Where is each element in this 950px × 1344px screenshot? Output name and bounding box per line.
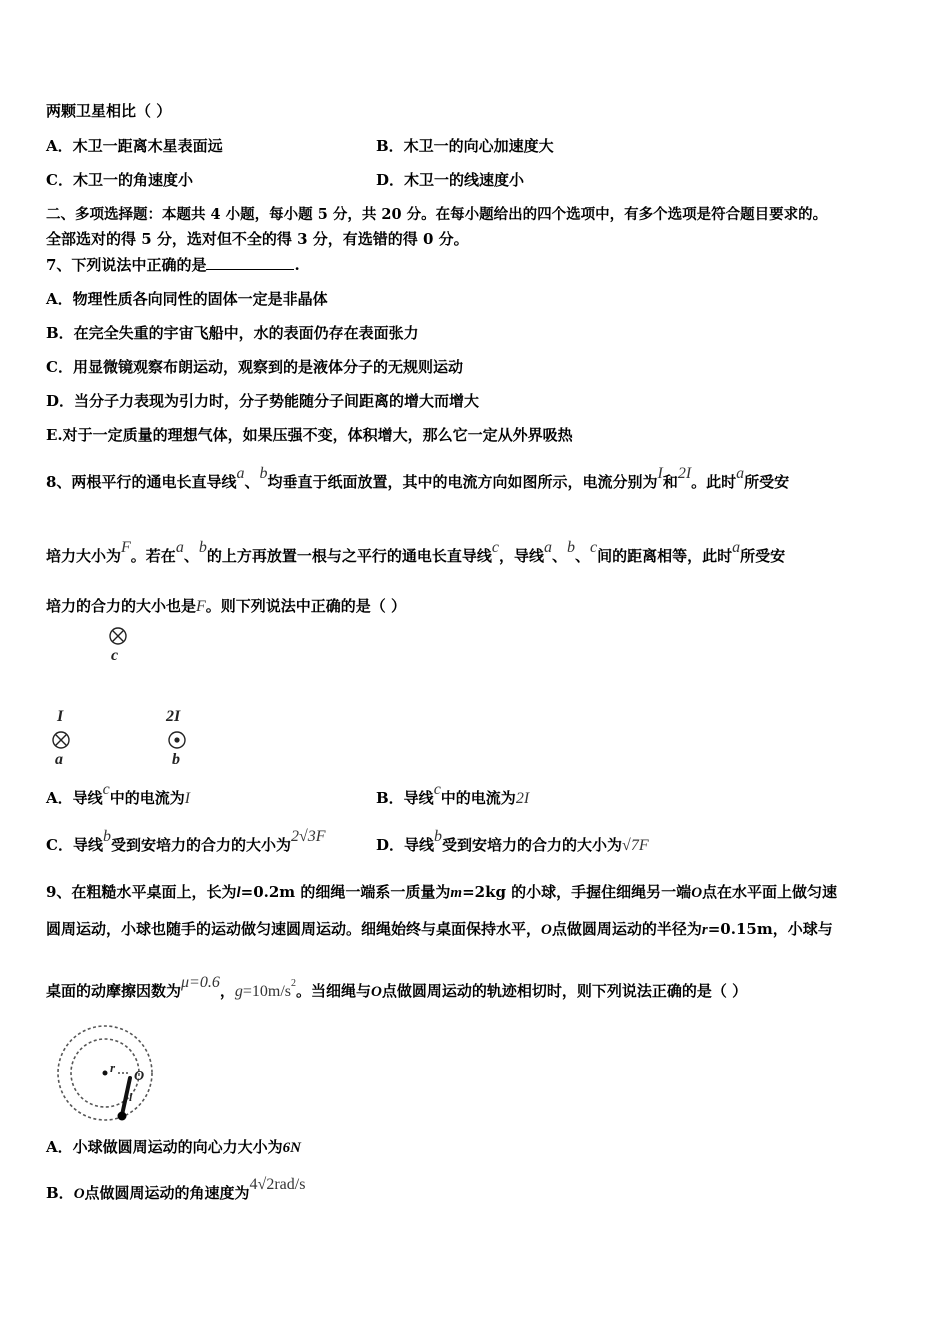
prev-option-c: C．木卫一的角速度小 <box>46 171 193 189</box>
wire-a-current-label: I <box>57 708 64 725</box>
q8-text: 受到安培力的合力的大小为 <box>442 836 623 854</box>
q8-text: 、 <box>574 547 590 565</box>
q8-text: A．导线 <box>46 789 103 807</box>
q9-var-g: g <box>234 983 243 1000</box>
q8-expr: √7F <box>622 837 649 854</box>
q8-text: C．导线 <box>46 836 103 854</box>
q7-option-d: D．当分子力表现为引力时，分子势能随分子间距离的增大而增大 <box>46 392 480 410</box>
q8-option-b <box>376 781 530 809</box>
q8-stem-line3 <box>46 596 406 617</box>
q8-text: ，导线 <box>498 547 544 565</box>
q8-text: 、 <box>183 547 199 565</box>
q7-stem <box>46 255 300 275</box>
q9-text: 圆周运动，小球也随手的运动做匀速圆周运动。细绳始终与桌面保持水平， <box>46 920 542 938</box>
q8-var-a: a <box>543 539 552 556</box>
ball <box>118 1112 127 1121</box>
q8-var-b: b <box>198 539 207 556</box>
q8-var-2i: 2I <box>677 465 692 482</box>
q7-stem-text: 7、下列说法中正确的是 <box>46 256 207 274</box>
q8-var-c: c <box>102 781 110 798</box>
q9-text: B． <box>46 1184 74 1202</box>
q9-text: ， <box>219 982 235 1000</box>
q9-text: =0.2m 的细绳一端系一质量为 <box>240 883 451 901</box>
q7-answer-blank <box>206 255 294 270</box>
q9-option-a <box>46 1137 301 1158</box>
wire-a-label: a <box>55 751 63 768</box>
wire-c-label: c <box>111 647 119 664</box>
q9-omega-value: 4√2rad/s <box>249 1176 306 1193</box>
q8-text: 中的电流为 <box>109 789 185 807</box>
q9-text: 点做圆周运动的角速度为 <box>84 1184 250 1202</box>
q9-text: 。当细绳与 <box>296 982 372 1000</box>
q8-var-b: b <box>102 828 111 845</box>
q7-option-e: E.对于一定质量的理想气体，如果压强不变，体积增大，那么它一定从外界吸热 <box>46 426 573 444</box>
q9-var-r: r <box>701 922 708 938</box>
wire-b-label: b <box>172 751 180 768</box>
point-o-label: O <box>134 1069 145 1084</box>
q9-mu-value: μ=0.6 <box>181 974 220 991</box>
q9-var-m: m <box>450 885 463 901</box>
q9-text: A．小球做圆周运动的向心力大小为 <box>46 1138 283 1156</box>
radius-label: r <box>110 1060 116 1075</box>
section2-rules: 全部选对的得 5 分，选对但不全的得 3 分，有选错的得 0 分。 <box>46 230 469 248</box>
q8-text: 培力的合力的大小也是 <box>46 597 197 615</box>
prev-option-b: B．木卫一的向心加速度大 <box>376 137 554 155</box>
q8-text: 。则下列说法中正确的是（ ） <box>205 597 407 615</box>
wire-b-out-of-page-icon <box>169 732 185 748</box>
q8-option-d <box>376 828 649 856</box>
q8-text: 8、两根平行的通电长直导线 <box>46 473 237 491</box>
q9-circular-motion-diagram <box>50 1022 160 1126</box>
q8-text: 中的电流为 <box>440 789 516 807</box>
q9-stem-line2 <box>46 919 833 940</box>
q8-var-a: a <box>236 465 245 482</box>
q8-var-2i: 2I <box>515 790 530 807</box>
prev-question-stem: 两颗卫星相比（ ） <box>46 102 172 120</box>
q8-stem-line1 <box>46 465 790 493</box>
q8-var-b: b <box>434 828 443 845</box>
q8-text: 。此时 <box>691 473 737 491</box>
length-label: l <box>129 1090 133 1104</box>
prev-option-d: D．木卫一的线速度小 <box>376 171 525 189</box>
q9-text: 点在水平面上做匀速 <box>702 883 838 901</box>
q8-text: D．导线 <box>376 836 435 854</box>
q9-text: =0.15m，小球与 <box>707 920 833 938</box>
q8-stem-line2 <box>46 539 786 567</box>
q8-text: 的上方再放置一根与之平行的通电长直导线 <box>206 547 492 565</box>
q8-option-c <box>46 828 326 856</box>
q9-force-value: 6N <box>282 1140 301 1156</box>
q8-var-b: b <box>566 539 575 556</box>
q8-var-c: c <box>590 539 598 556</box>
q8-text: 。若在 <box>130 547 176 565</box>
q7-option-c: C．用显微镜观察布朗运动，观察到的是液体分子的无规则运动 <box>46 358 463 376</box>
q8-option-a <box>46 781 191 809</box>
wire-a-into-page-icon <box>53 732 69 748</box>
q8-var-f: F <box>121 539 131 556</box>
q8-var-b: b <box>259 465 268 482</box>
q9-text: 点做圆周运动的半径为 <box>551 920 702 938</box>
q9-g-value: =10m/s <box>242 983 291 1000</box>
prev-option-a: A．木卫一距离木星表面远 <box>46 137 223 155</box>
q8-text: 所受安 <box>740 547 786 565</box>
center-point <box>103 1071 108 1076</box>
q9-g-exponent: 2 <box>291 978 296 989</box>
q8-wire-diagram <box>40 622 210 772</box>
q7-stem-end: . <box>294 256 300 274</box>
q9-text: =2kg 的小球，手握住细绳另一端 <box>462 883 692 901</box>
q9-var-o: O <box>371 984 382 1000</box>
q8-text: 所受安 <box>744 473 790 491</box>
q8-expr: 2√3F <box>290 828 326 845</box>
q8-var-c: c <box>433 781 441 798</box>
q8-var-i: I <box>657 465 663 482</box>
q7-option-a: A．物理性质各向同性的固体一定是非晶体 <box>46 290 328 308</box>
q9-text: 桌面的动摩擦因数为 <box>46 982 182 1000</box>
q8-var-f: F <box>196 598 206 615</box>
q9-var-l: l <box>236 885 241 901</box>
q8-text: 均垂直于纸面放置，其中的电流方向如图所示，电流分别为 <box>267 473 658 491</box>
q9-text: 9、在粗糙水平桌面上，长为 <box>46 883 237 901</box>
q9-var-o: O <box>73 1186 85 1202</box>
q7-option-b: B．在完全失重的宇宙飞船中，水的表面仍存在表面张力 <box>46 324 419 342</box>
q8-text: 受到安培力的合力的大小为 <box>110 836 291 854</box>
q9-stem-line3 <box>46 974 748 1004</box>
q8-var-c: c <box>491 539 499 556</box>
q8-text: 、 <box>244 473 260 491</box>
q9-text: 点做圆周运动的轨迹相切时，则下列说法正确的是（ ） <box>381 982 748 1000</box>
wire-b-current-label: 2I <box>166 708 181 725</box>
q8-var-a: a <box>736 465 745 482</box>
q9-var-o: O <box>541 922 552 938</box>
q8-var-a: a <box>732 539 741 556</box>
q8-text: 间的距离相等，此时 <box>597 547 733 565</box>
q9-var-o: O <box>691 885 703 901</box>
q8-text: B．导线 <box>376 789 434 807</box>
q8-text: 、 <box>551 547 567 565</box>
q9-option-b <box>46 1176 306 1204</box>
q8-var-i: I <box>184 790 191 807</box>
q9-stem-line1 <box>46 882 837 903</box>
wire-c-into-page-icon <box>110 628 126 644</box>
q8-text: 和 <box>662 473 678 491</box>
q8-var-a: a <box>175 539 184 556</box>
q8-text: 培力大小为 <box>46 547 122 565</box>
section2-heading: 二、多项选择题：本题共 4 小题，每小题 5 分，共 20 分。在每小题给出的四个选项中，有多个选项是符合题目要求的。 <box>46 206 828 223</box>
